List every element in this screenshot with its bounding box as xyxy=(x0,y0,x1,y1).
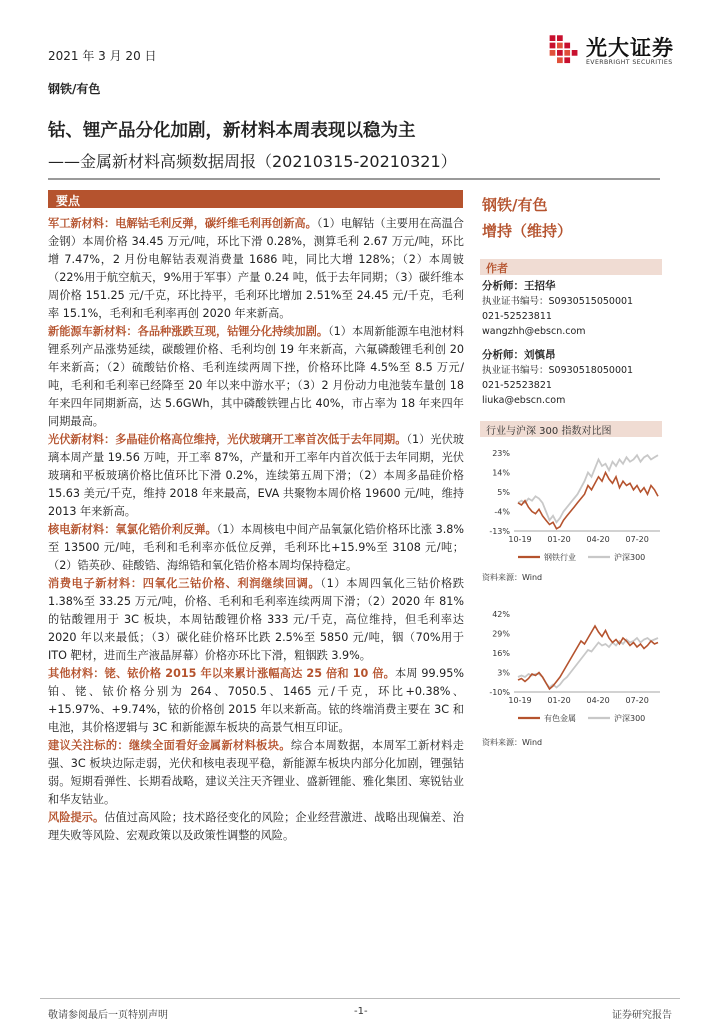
page-number: -1- xyxy=(354,1006,368,1017)
y-tick-label: -4% xyxy=(494,507,510,517)
title-divider xyxy=(48,178,660,180)
paragraph-military xyxy=(48,215,464,323)
paragraph-body: （1）光伏玻璃本周产量 19.56 万吨，开工率 87%，产量和开工率年内首次低于去年同期，光伏玻璃和平板玻璃价格比值环比下滑 0.2%，连续第五周下滑；（2）本周多晶硅价格 15.63 美元/千克，维持 2018 年来最高，EVA 共聚物本周价格 19600 元/吨，维持 2013 年来新高。 xyxy=(48,433,464,518)
x-tick-label: 07-20 xyxy=(625,696,649,705)
key-points-label: 要点 xyxy=(56,194,81,208)
legend-label: 钢铁行业 xyxy=(544,553,576,562)
y-tick-label: -10% xyxy=(489,688,510,697)
logo-subtitle: EVERBRIGHT SECURITIES xyxy=(586,59,673,66)
paragraph-body: 本周 99.95%铂、铑、铱价格分别为 264、7050.5、1465 元/千克，环比+0.38%、+15.97%、+9.74%，铱的价格创 2015 年以来新高。铱的终端消费主要在 3C 和电池，其价格逻辑与 3C 和新能源车板块的高景气相互印证。 xyxy=(48,667,464,734)
chart-header-label: 行业与沪深 300 指数对比图 xyxy=(486,426,612,437)
paragraph-body: （1）电解钴（主要用在高温合金钢）本周价格 34.45 万元/吨，环比下滑 0.28%，测算毛利 2.67 万元/吨，环比增 7.47%，2 月份电解钴表观消费量 1686 吨，同比大增 128%；（2）本周铍（22%用于航空航天，9%用于军事）产量 0.24 吨，低于去年同期；（3）碳纤维本周价格 151.25 元/千克，环比持平，毛利环比增加 2.51%至 24.45 元/千克，毛利率 15.1%，毛利和毛利率再创 2020 年来新高。 xyxy=(48,217,464,320)
paragraph-nev xyxy=(48,323,464,431)
author-header-label: 作者 xyxy=(486,262,508,275)
footer-divider xyxy=(40,998,680,999)
x-tick-label: 07-20 xyxy=(625,535,649,544)
chart-source-2: 资料来源：Wind xyxy=(482,738,543,747)
y-tick-label: 3% xyxy=(497,668,510,678)
author-header xyxy=(480,259,662,275)
analyst-block-2 xyxy=(482,348,633,408)
legend-label: 沪深300 xyxy=(614,553,646,562)
logo-mark-icon xyxy=(548,30,584,70)
paragraph-lead: 消费电子新材料：四氧化三钴价格、利润继续回调。 xyxy=(48,577,321,590)
report-date: 2021 年 3 月 20 日 xyxy=(48,49,157,63)
report-subtitle: ——金属新材料高频数据周报（20210315-20210321） xyxy=(48,152,457,171)
paragraph-nuclear xyxy=(48,521,464,575)
x-tick-label: 10-19 xyxy=(508,535,532,544)
paragraph-consumer xyxy=(48,575,464,665)
sidebar-sector: 钢铁/有色 xyxy=(482,196,548,214)
x-tick-label: 01-20 xyxy=(547,696,571,705)
y-tick-label: 16% xyxy=(492,649,510,658)
paragraph-risk xyxy=(48,809,464,845)
series-line-csi300 xyxy=(518,638,658,688)
paragraph-lead: 风险提示。 xyxy=(48,811,105,824)
x-tick-label: 04-20 xyxy=(586,696,610,705)
analyst-block-1 xyxy=(482,279,633,339)
legend-label: 沪深300 xyxy=(614,714,646,723)
chart-header xyxy=(480,421,662,437)
logo-name: 光大证券 xyxy=(586,36,674,60)
analyst-email[interactable]: wangzhh@ebscn.com xyxy=(482,326,586,337)
x-tick-label: 01-20 xyxy=(547,535,571,544)
key-points-body xyxy=(48,215,464,845)
paragraph-body: （1）本周新能源车电池材料锂系列产品涨势延续，碳酸锂价格、毛利均创 19 年来新高，六氟磷酸锂毛利创 20 年来新高；（2）硫酸钴价格、毛利连续两周下挫，价格环比降 4.5%至 8.5 万元/吨，毛利和毛利率已经降至 20 年以来中游水平；（3）2 月份动力电池装车量创 18 年来四年同期新高，达 5.6GWh，其中磷酸铁锂占比 40%，市占率为 18 年来四年同期最高。 xyxy=(48,325,464,428)
x-tick-label: 04-20 xyxy=(586,535,610,544)
analyst-name: 分析师：王招华 xyxy=(482,280,556,292)
paragraph-body: （1）本周四氧化三钴价格跌 1.38%至 33.25 万元/吨，价格、毛利和毛利率连续两周下滑；（2）2020 年 81%的钴酸锂用于 3C 板块，本周钴酸锂价格 333 元/千克，高位维持，但毛利率达 2020 年以来最低；（3）碳化硅价格环比跌 2.5%至 5850 元/吨，铟（70%用于 ITO 靶材，进而生产液晶屏幕）价格亦环比下滑，粗铟跌 3.9%。 xyxy=(48,577,464,662)
paragraph-lead: 新能源车新材料：各品种涨跌互现，钴锂分化持续加剧。 xyxy=(48,325,329,338)
y-tick-label: 29% xyxy=(492,629,510,639)
y-tick-label: 42% xyxy=(492,610,510,619)
sidebar-rating: 增持（维持） xyxy=(482,222,573,240)
paragraph-lead: 建议关注标的：继续全面看好金属新材料板块。 xyxy=(48,739,291,752)
footer-report-type: 证券研究报告 xyxy=(612,1010,672,1021)
y-tick-label: 5% xyxy=(497,488,510,497)
analyst-cert: 执业证书编号：S0930515050001 xyxy=(482,296,634,307)
chart-steel-vs-csi300 xyxy=(478,445,668,570)
legend-label: 有色金属 xyxy=(544,714,576,723)
analyst-email[interactable]: liuka@ebscn.com xyxy=(482,395,566,406)
series-line-sector xyxy=(518,473,658,529)
paragraph-lead: 其他材料：铑、铱价格 2015 年以来累计涨幅高达 25 倍和 10 倍。 xyxy=(48,667,395,680)
footer-disclaimer: 敬请参阅最后一页特别声明 xyxy=(48,1010,168,1021)
paragraph-pv xyxy=(48,431,464,521)
paragraph-lead: 光伏新材料：多晶硅价格高位维持，光伏玻璃开工率首次低于去年同期。 xyxy=(48,433,407,446)
chart-nonferrous-vs-csi300 xyxy=(478,606,668,734)
paragraph-lead: 军工新材料：电解钴毛利反弹，碳纤维毛利再创新高。 xyxy=(48,217,317,230)
x-tick-label: 10-19 xyxy=(508,696,532,705)
series-line-csi300 xyxy=(518,455,658,522)
paragraph-body: （1）本周核电中间产品氧氯化锆价格环比涨 3.8%至 13500 元/吨，毛利和毛利率亦低位反弹，毛利环比+15.9%至 3108 元/吨；（2）锆英砂、硅酸锆、海绵锆和氧化锆价格本周均保持稳定。 xyxy=(48,523,464,572)
analyst-phone: 021-52523811 xyxy=(482,311,552,322)
analyst-phone: 021-52523821 xyxy=(482,380,552,391)
series-line-sector xyxy=(518,626,658,689)
paragraph-recommend xyxy=(48,737,464,809)
analyst-name: 分析师：刘慎昂 xyxy=(482,349,556,361)
paragraph-body: 综合本周数据，本周军工新材料走强、3C 板块边际走弱，光伏和核电表现平稳，新能源车板块内部分化加剧，锂强钴弱。短期看弹性、长期看战略，建议关注天齐锂业、盛新锂能、雅化集团、寒锐钴业和华友钴业。 xyxy=(48,739,464,806)
y-tick-label: 14% xyxy=(492,468,510,478)
chart-source-1: 资料来源：Wind xyxy=(482,573,543,582)
y-tick-label: 23% xyxy=(492,449,510,458)
paragraph-lead: 核电新材料：氧氯化锆价利反弹。 xyxy=(48,523,217,536)
paragraph-other xyxy=(48,665,464,737)
report-title: 钴、锂产品分化加剧，新材料本周表现以稳为主 xyxy=(48,121,416,141)
y-tick-label: -13% xyxy=(489,527,510,536)
analyst-cert: 执业证书编号：S0930518050001 xyxy=(482,365,634,376)
key-points-header xyxy=(48,190,463,208)
paragraph-body: 估值过高风险；技术路径变化的风险；企业经营激进、战略出现偏差、治理失败等风险、宏观政策以及政策性调整的风险。 xyxy=(48,811,464,842)
sector-label: 钢铁/有色 xyxy=(48,82,101,96)
